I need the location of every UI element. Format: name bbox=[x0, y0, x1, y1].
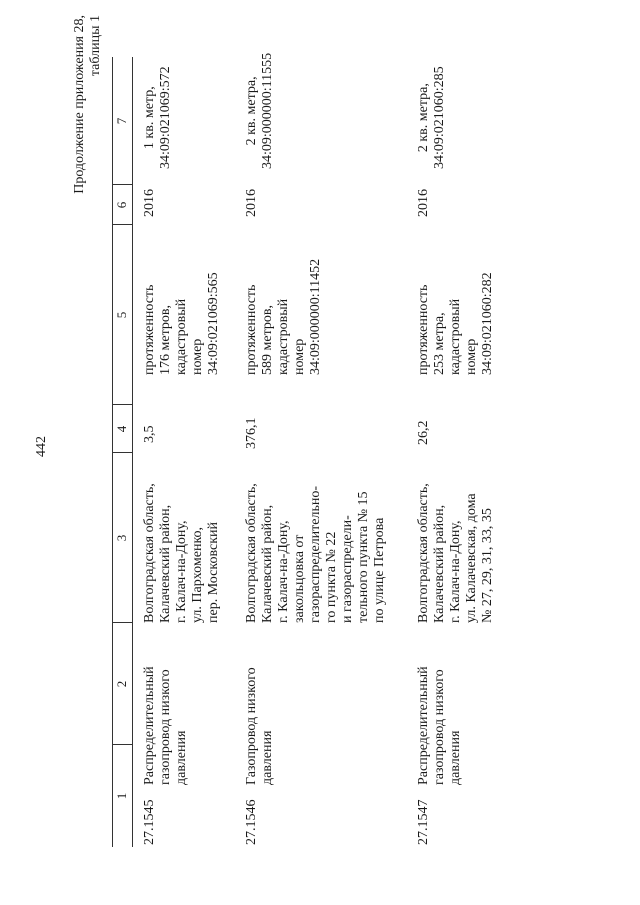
col-header-5: 5 bbox=[114, 311, 129, 319]
row-description: протяженность 176 метров, кадастровый номер 34:09:021069:565 bbox=[142, 272, 221, 375]
row-id: 27.1545 bbox=[142, 799, 157, 845]
col-header-1: 1 bbox=[114, 792, 129, 800]
row-description: протяженность 589 метров, кадастровый номер 34:09:000000:11452 bbox=[244, 258, 323, 375]
row-year: 2016 bbox=[142, 189, 157, 217]
col-header-2: 2 bbox=[114, 680, 129, 688]
row-year: 2016 bbox=[244, 189, 259, 217]
row-name: Распределительный газопровод низкого давления bbox=[416, 666, 463, 785]
row-id: 27.1546 bbox=[244, 799, 259, 845]
table-header-bottom-border bbox=[132, 57, 133, 847]
col-header-4: 4 bbox=[114, 425, 129, 433]
row-year: 2016 bbox=[416, 189, 431, 217]
col-header-3: 3 bbox=[114, 534, 129, 542]
row-value: 3,5 bbox=[142, 425, 157, 443]
row-address: Волгоградская область, Калачевский район, г. Калач-на-Дону, ул. Калачевская, дома № 27, 29, 31, 33, 35 bbox=[416, 483, 495, 623]
row-description: протяженность 253 метра, кадастровый номер 34:09:021060:282 bbox=[416, 272, 495, 375]
page-number: 442 bbox=[34, 436, 49, 457]
col-header-6: 6 bbox=[114, 201, 129, 209]
row-address: Волгоградская область, Калачевский район, г. Калач-на-Дону, закольцовка от газораспределительно- го пункта № 22 и газораспредели- тельного пункта № 15 по улице Петрова bbox=[244, 483, 387, 623]
col-header-7: 7 bbox=[114, 117, 129, 125]
row-value: 26,2 bbox=[416, 420, 431, 445]
row-address: Волгоградская область, Калачевский район, г. Калач-на-Дону, ул. Пархоменко, пер. Московский bbox=[142, 483, 221, 623]
row-id: 27.1547 bbox=[416, 799, 431, 845]
row-note: 2 кв. метра, 34:09:021060:285 bbox=[416, 66, 447, 169]
row-name: Распределительный газопровод низкого давления bbox=[142, 666, 189, 785]
row-name: Газопровод низкого давления bbox=[244, 667, 275, 785]
row-note: 2 кв. метра, 34:09:000000:11555 bbox=[244, 52, 275, 169]
row-note: 1 кв. метр, 34:09:021069:572 bbox=[142, 66, 173, 169]
continuation-note: Продолжение приложения 28, таблицы 1 bbox=[72, 15, 103, 194]
row-value: 376,1 bbox=[244, 417, 259, 449]
